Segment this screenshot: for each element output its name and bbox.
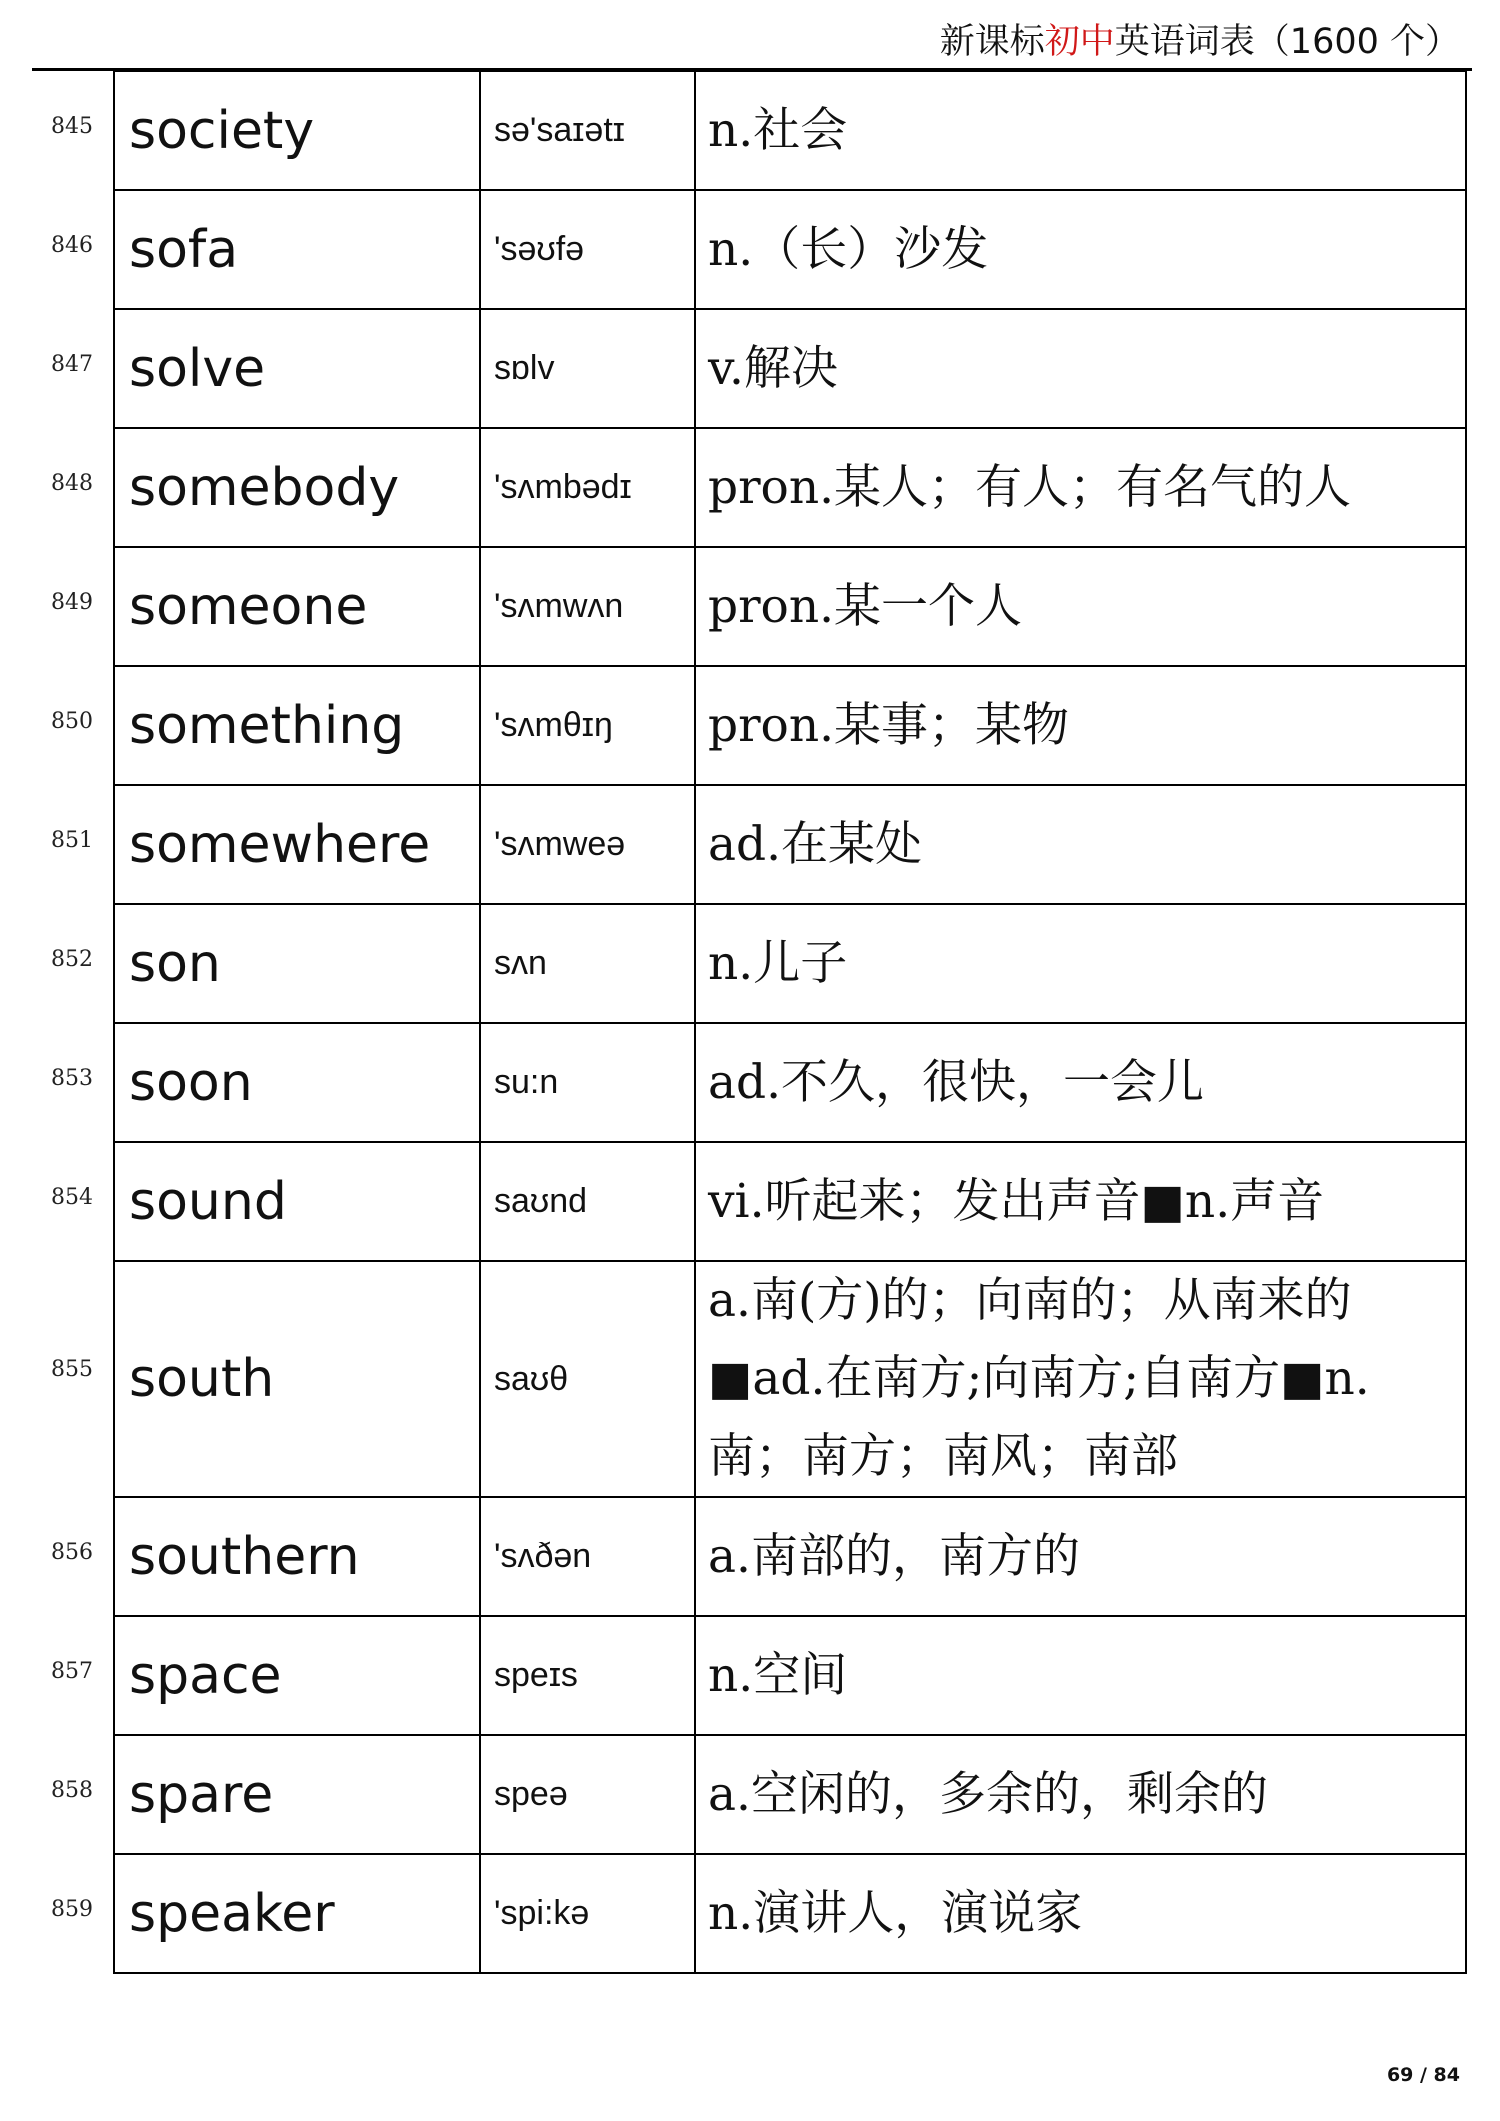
entry-number: 858: [51, 1778, 93, 1803]
phonetic-cell: saʊθ: [481, 1262, 696, 1496]
entry-number: 846: [51, 233, 93, 258]
entry-number: 857: [51, 1659, 93, 1684]
entry-number: 859: [51, 1897, 93, 1922]
word-cell: sound: [115, 1143, 481, 1260]
word-cell: son: [115, 905, 481, 1022]
meaning-cell: pron.某事；某物: [708, 697, 1070, 753]
entry-number: 848: [51, 471, 93, 496]
meaning-cell: n.演讲人，演说家: [708, 1885, 1083, 1941]
meaning-cell: n.儿子: [708, 935, 848, 991]
entry-number: 852: [51, 947, 93, 972]
table-row: [51, 1022, 1465, 1141]
word-cell: somewhere: [115, 786, 481, 903]
entry-number: 856: [51, 1540, 93, 1565]
title-suffix: 英语词表（1600 个）: [1114, 22, 1460, 62]
entry-number: 854: [51, 1185, 93, 1210]
meaning-cell: n.空间: [708, 1647, 848, 1703]
word-cell: something: [115, 667, 481, 784]
table-row: [51, 665, 1465, 784]
entry-number: 849: [51, 590, 93, 615]
table-row: [51, 903, 1465, 1022]
meaning-cell: a.空闲的，多余的，剩余的: [708, 1766, 1268, 1822]
word-cell: space: [115, 1617, 481, 1734]
table-row: [51, 308, 1465, 427]
phonetic-cell: sɒlv: [481, 310, 696, 427]
phonetic-cell: su:n: [481, 1024, 696, 1141]
word-cell: sofa: [115, 191, 481, 308]
title-accent: 初中: [1044, 22, 1115, 62]
phonetic-cell: speɪs: [481, 1617, 696, 1734]
title-prefix: 新课标: [939, 22, 1045, 62]
phonetic-cell: sʌn: [481, 905, 696, 1022]
word-cell: someone: [115, 548, 481, 665]
entry-number: 845: [51, 114, 93, 139]
table-row: [51, 546, 1465, 665]
entry-number: 853: [51, 1066, 93, 1091]
phonetic-cell: 'sʌmwʌn: [481, 548, 696, 665]
entry-number: 847: [51, 352, 93, 377]
word-cell: society: [115, 72, 481, 189]
meaning-cell: n.（长）沙发: [708, 221, 989, 277]
meaning-cell: v.解决: [708, 340, 838, 396]
phonetic-cell: sə'saɪətɪ: [481, 72, 696, 189]
word-cell: solve: [115, 310, 481, 427]
word-cell: southern: [115, 1498, 481, 1615]
document-title: [940, 14, 1460, 64]
page-number: 69 / 84: [1386, 2064, 1460, 2086]
table-row: [51, 1615, 1465, 1734]
word-cell: speaker: [115, 1855, 481, 1972]
entry-number: 855: [51, 1357, 93, 1382]
table-row: [51, 1141, 1465, 1260]
table-row: [51, 1853, 1465, 1972]
table-row: [51, 784, 1465, 903]
meaning-cell: a.南部的，南方的: [708, 1528, 1080, 1584]
phonetic-cell: 'sʌðən: [481, 1498, 696, 1615]
table-row: [51, 1260, 1465, 1496]
table-row: [51, 1734, 1465, 1853]
entry-number: 851: [51, 828, 93, 853]
meaning-cell: pron.某人；有人；有名气的人: [708, 459, 1352, 515]
table-row: [51, 189, 1465, 308]
meaning-cell: ad.不久，很快，一会儿: [708, 1054, 1205, 1110]
phonetic-cell: 'sʌmθɪŋ: [481, 667, 696, 784]
vocabulary-table: [51, 70, 1467, 1974]
phonetic-cell: saʊnd: [481, 1143, 696, 1260]
phonetic-cell: 'səʊfə: [481, 191, 696, 308]
meaning-cell: ad.在某处: [708, 816, 923, 872]
table-row: [51, 427, 1465, 546]
phonetic-cell: speə: [481, 1736, 696, 1853]
table-row: [51, 70, 1465, 189]
meaning-cell: n.社会: [708, 102, 848, 158]
meaning-cell: vi.听起来；发出声音■n.声音: [708, 1173, 1325, 1229]
word-cell: soon: [115, 1024, 481, 1141]
meaning-cell: pron.某一个人: [708, 578, 1023, 634]
word-cell: south: [115, 1262, 481, 1496]
phonetic-cell: 'sʌmweə: [481, 786, 696, 903]
entry-number: 850: [51, 709, 93, 734]
phonetic-cell: 'sʌmbədɪ: [481, 429, 696, 546]
word-cell: somebody: [115, 429, 481, 546]
word-cell: spare: [115, 1736, 481, 1853]
phonetic-cell: 'spi:kə: [481, 1855, 696, 1972]
meaning-cell: a.南(方)的；向南的；从南来的■ad.在南方;向南方;自南方■n.南；南方；南风；南部: [708, 1273, 1370, 1484]
table-row: [51, 1496, 1465, 1615]
